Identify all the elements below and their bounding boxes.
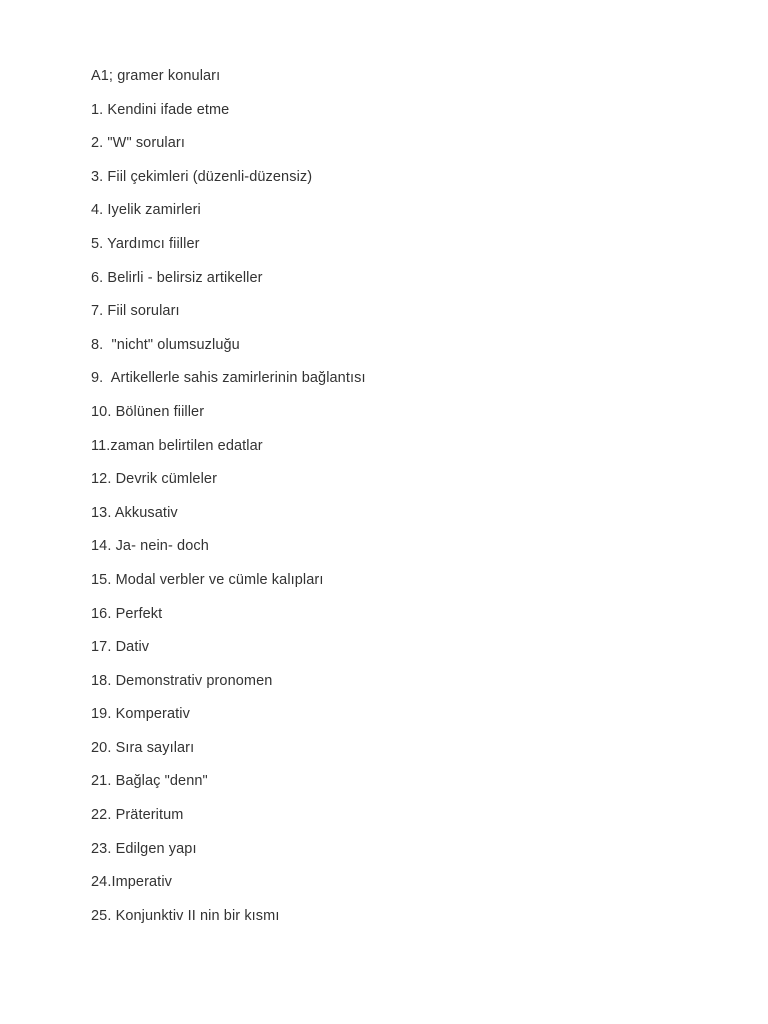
list-item: 8. "nicht" olumsuzluğu [91, 336, 240, 353]
list-item: 23. Edilgen yapı [91, 840, 197, 857]
list-item: 5. Yardımcı fiiller [91, 235, 200, 252]
list-item: 3. Fiil çekimleri (düzenli-düzensiz) [91, 168, 313, 185]
list-item: 14. Ja- nein- doch [91, 538, 209, 555]
list-item: 19. Komperativ [91, 706, 190, 723]
list-item: 15. Modal verbler ve cümle kalıpları [91, 571, 324, 588]
list-item: 10. Bölünen fiiller [91, 403, 205, 420]
list-item: 11.zaman belirtilen edatlar [91, 437, 263, 454]
list-item: 1. Kendini ifade etme [91, 101, 230, 118]
list-item: 4. Iyelik zamirleri [91, 202, 201, 219]
list-item: 24.Imperativ [91, 874, 172, 891]
list-item: 18. Demonstrativ pronomen [91, 672, 273, 689]
document-title: A1; gramer konuları [91, 68, 221, 84]
list-item: 25. Konjunktiv II nin bir kısmı [91, 907, 280, 924]
list-item: 7. Fiil soruları [91, 303, 180, 320]
list-item: 6. Belirli - belirsiz artikeller [91, 269, 263, 286]
list-item: 9. Artikellerle sahis zamirlerinin bağlantısı [91, 370, 366, 387]
list-item: 21. Bağlaç "denn" [91, 773, 208, 790]
list-item: 22. Präteritum [91, 807, 184, 824]
list-item: 13. Akkusativ [91, 504, 178, 521]
list-item: 16. Perfekt [91, 605, 163, 622]
grammar-topic-list [91, 66, 366, 939]
list-item: 2. "W" soruları [91, 135, 185, 152]
list-item: 12. Devrik cümleler [91, 471, 217, 488]
list-item: 17. Dativ [91, 639, 150, 656]
list-item: 20. Sıra sayıları [91, 739, 195, 756]
